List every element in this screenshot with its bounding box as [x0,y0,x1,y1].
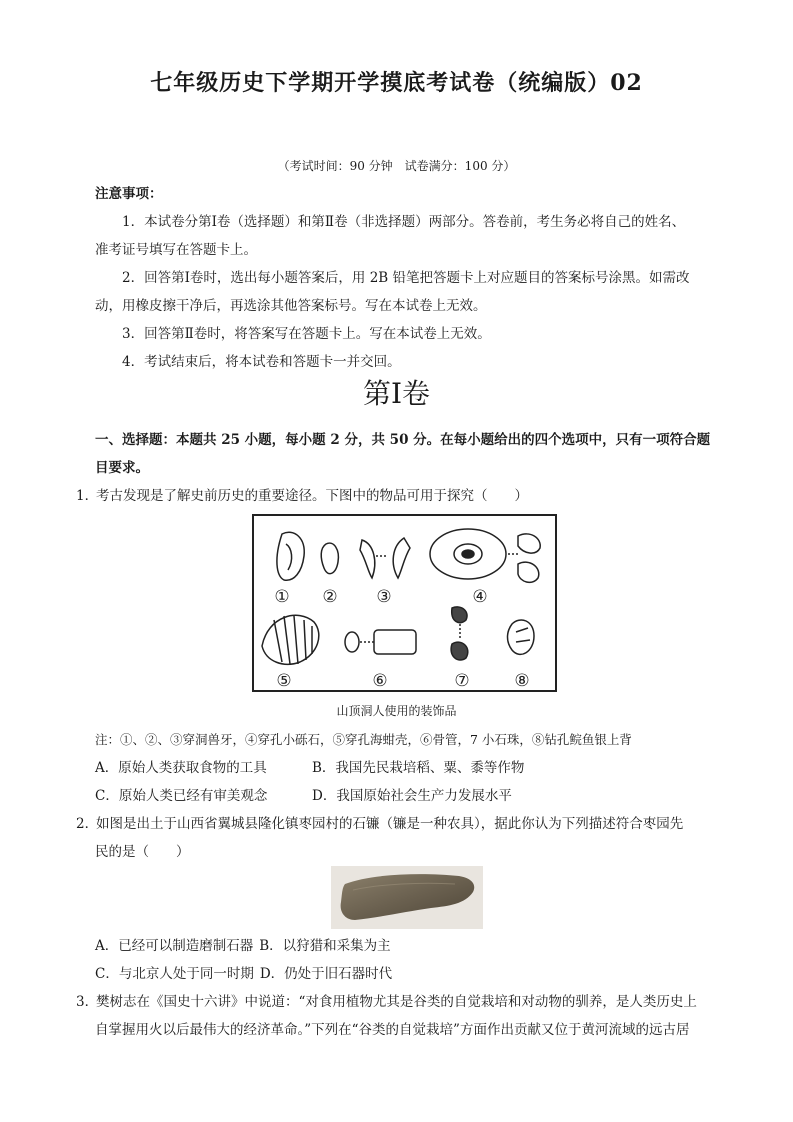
figure-label: ⑧ [514,671,530,690]
volume-title: 第Ⅰ卷 [362,377,431,410]
ornaments-illustration [254,516,555,690]
question-number: 1． [76,488,99,504]
options-row [95,754,524,782]
question-2 [76,810,726,838]
question-stem-cont: 自掌握用火以后最伟大的经济革命。”下列在“谷类的自觉栽培”方面作出贡献又位于黄河流域的远古居 [95,1022,690,1038]
option-c[interactable]: C．与北京人处于同一时期 [95,966,254,982]
question-number: 3． [76,994,99,1010]
option-c[interactable]: C．原始人类已经有审美观念 [95,788,268,804]
figure-note: 注：①、②、③穿洞兽牙，④穿孔小砾石，⑤穿孔海蚶壳，⑥骨管，7 小石珠，⑧钻孔鲩鱼银上背 [95,732,632,747]
option-b[interactable]: B．以狩猎和采集为主 [259,938,391,954]
question-3 [76,988,726,1016]
notice-item: 2．回答第Ⅰ卷时，选出每小题答案后，用 2B 铅笔把答题卡上对应题目的答案标号涂黑。如需改 [122,270,690,286]
figure-label: ① [274,587,290,607]
options-row [95,960,392,988]
option-d[interactable]: D．仍处于旧石器时代 [259,966,393,982]
ornaments-figure [252,514,557,692]
figure-label: ⑤ [276,671,292,690]
stone-sickle-photo [331,866,483,929]
question-1 [76,482,726,510]
figure-caption: 山顶洞人使用的装饰品 [336,704,457,718]
section-heading-cont: 目要求。 [95,460,149,476]
options-row [95,782,512,810]
question-stem-cont: 民的是（ ） [95,844,190,860]
question-number: 2． [76,816,99,832]
options-row [95,932,391,960]
question-stem: 考古发现是了解史前历史的重要途径。下图中的物品可用于探究（ ） [96,488,528,504]
option-d[interactable]: D．我国原始社会生产力发展水平 [312,788,512,804]
notice-item: 1．本试卷分第Ⅰ卷（选择题）和第Ⅱ卷（非选择题）两部分。答卷前，考生务必将自己的姓名、 [122,214,686,230]
figure-label: ⑥ [372,671,388,690]
figure-label: ⑦ [454,671,470,690]
option-b[interactable]: B．我国先民栽培稻、粟、黍等作物 [312,760,525,776]
section-heading: 一、选择题：本题共 25 小题，每小题 2 分，共 50 分。在每小题给出的四个选项中，只有一项符合题 [95,432,711,448]
option-a[interactable]: A．原始人类获取食物的工具 [95,760,267,776]
notice-item: 动，用橡皮擦干净后，再选涂其他答案标号。写在本试卷上无效。 [95,298,487,314]
exam-meta: （考试时间：90 分钟 试卷满分：100 分） [277,159,516,173]
figure-label: ② [322,587,338,607]
question-stem: 如图是出土于山西省翼城县隆化镇枣园村的石镰（镰是一种农具），据此你认为下列描述符合枣园先 [96,816,684,832]
notice-heading: 注意事项： [95,186,163,202]
question-stem: 樊树志在《国史十六讲》中说道：“对食用植物尤其是谷类的自觉栽培和对动物的驯养，是人类历史上 [96,994,697,1010]
page-title: 七年级历史下学期开学摸底考试卷（统编版）02 [150,70,643,96]
figure-label: ③ [376,587,392,607]
stone-sickle-image [331,866,483,929]
notice-item: 3．回答第Ⅱ卷时，将答案写在答题卡上。写在本试卷上无效。 [122,326,491,342]
figure-label: ④ [472,587,488,607]
notice-item: 准考证号填写在答题卡上。 [95,242,257,258]
option-a[interactable]: A．已经可以制造磨制石器 [95,938,254,954]
notice-item: 4．考试结束后，将本试卷和答题卡一并交回。 [122,354,401,370]
